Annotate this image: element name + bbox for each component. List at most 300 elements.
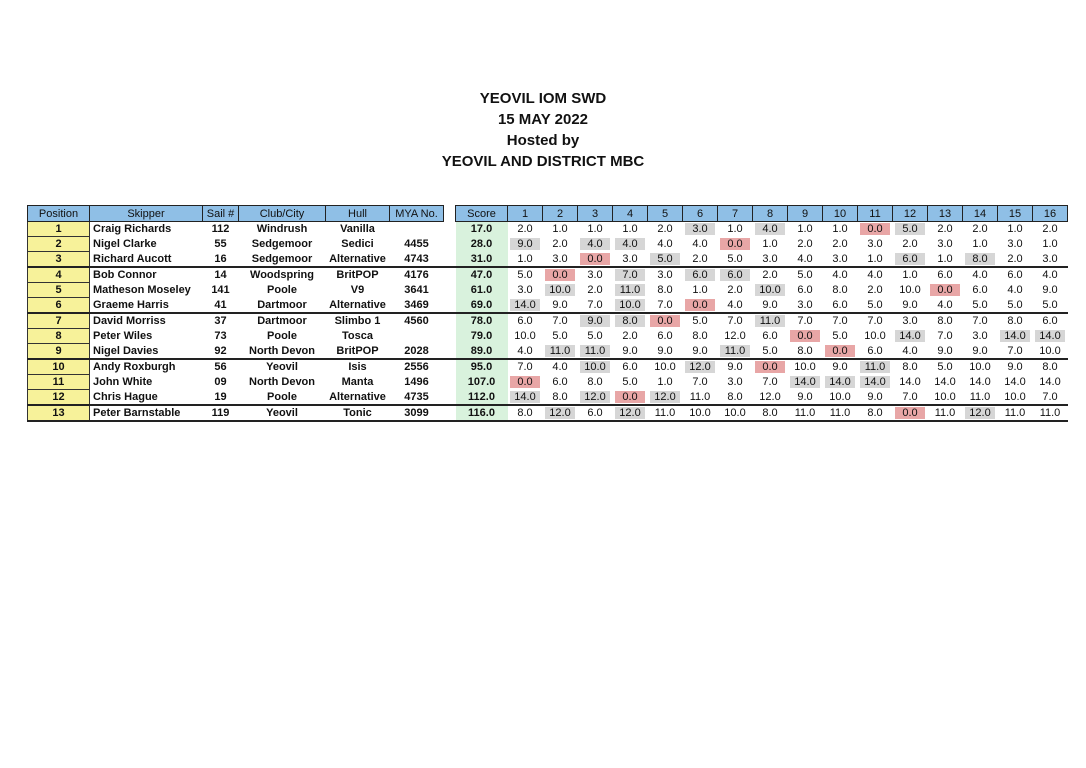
race-cell [578,298,613,314]
race-score: 3.0 [1007,238,1023,250]
race-score: 1.0 [972,238,988,250]
hosted-by-label: Hosted by [506,132,580,149]
race-cell [928,237,963,252]
race-score: 0.0 [720,238,750,250]
club-cell: Sedgemoor [251,252,313,265]
sail-cell: 37 [203,313,239,329]
race-cell [648,222,683,237]
club-cell: Woodspring [239,267,326,283]
race-cell [718,252,753,268]
hull-cell: Isis [326,359,390,375]
race-cell [648,390,683,406]
race-cell [858,313,893,329]
score-cell: 61.0 [456,283,508,298]
race-score: 3.0 [937,238,953,250]
col-skipper: Skipper [90,206,203,222]
race-score: 8.0 [587,376,603,388]
race-score: 1.0 [657,376,673,388]
race-cell [578,313,613,329]
mya-cell: 3099 [390,405,444,421]
race-cell [823,283,858,298]
race-cell [578,359,613,375]
sail-cell: 09 [214,376,227,388]
club-cell: Dartmoor [239,313,326,329]
col-race-4: 4 [613,206,648,222]
skipper-cell: Peter Wiles [93,330,153,342]
race-cell [508,237,543,252]
race-cell [1033,298,1068,314]
race-score: 12.0 [545,407,575,419]
race-score: 11.0 [720,345,750,357]
score-cell: 79.0 [456,329,508,344]
gap-cell [444,344,456,360]
gap-cell [444,252,456,268]
race-score: 14.0 [860,376,890,388]
race-cell [508,313,543,329]
club-cell: Dartmoor [257,298,307,311]
race-cell [718,283,753,298]
race-score: 3.0 [517,284,533,296]
race-cell [543,329,578,344]
race-score: 3.0 [622,252,638,265]
sail-cell: 73 [214,330,227,342]
race-cell [963,237,998,252]
race-cell [648,375,683,390]
results-body [28,222,1068,422]
race-score: 9.0 [727,361,743,374]
race-cell [578,405,613,421]
race-score: 14.0 [510,391,540,403]
race-score: 6.0 [517,315,533,328]
race-score: 6.0 [762,330,778,342]
race-cell [788,222,823,237]
race-score: 2.0 [1042,223,1058,236]
race-cell [788,313,823,329]
race-cell [683,222,718,237]
hull-cell: BritPOP [336,344,379,357]
hull-cell: V9 [350,284,365,296]
race-cell [1033,252,1068,268]
table-row [28,298,1068,314]
race-score: 9.0 [692,344,708,357]
position-cell: 2 [28,237,90,252]
race-score: 8.0 [657,284,673,296]
race-cell [858,390,893,406]
sail-cell: 41 [214,298,227,311]
race-score: 12.0 [615,407,645,419]
race-score: 3.0 [1042,252,1058,265]
skipper-cell: Matheson Moseley [93,284,191,296]
race-cell [823,375,858,390]
race-cell [928,283,963,298]
race-cell [823,329,858,344]
club-cell: Yeovil [239,359,326,375]
race-cell [928,405,963,421]
race-score: 5.0 [552,330,568,342]
race-cell [718,329,753,344]
club-cell: Poole [267,390,297,403]
race-cell [1033,267,1068,283]
race-cell [788,344,823,360]
race-cell [578,252,613,268]
race-score: 9.0 [937,344,953,357]
hull-cell: Alternative [329,298,386,311]
race-score: 5.0 [762,344,778,357]
race-score: 8.0 [965,253,995,265]
race-score: 9.0 [510,238,540,250]
race-score: 7.0 [1042,390,1058,403]
race-score: 1.0 [832,223,848,236]
race-score: 7.0 [832,315,848,328]
race-score: 3.0 [972,330,988,342]
race-cell [1033,405,1068,421]
position-cell: 11 [28,375,90,390]
race-score: 10.0 [615,299,645,311]
position-cell: 10 [28,359,90,375]
race-score: 0.0 [545,269,575,281]
race-score: 8.0 [902,361,918,374]
race-score: 4.0 [727,298,743,311]
race-cell [998,298,1033,314]
race-cell [893,344,928,360]
col-hull: Hull [326,206,390,222]
race-score: 4.0 [580,238,610,250]
table-row [28,237,1068,252]
race-cell [1033,237,1068,252]
race-score: 6.0 [972,284,988,296]
race-cell [1033,313,1068,329]
mya-cell: 4176 [390,267,444,283]
race-score: 2.0 [622,330,638,342]
race-cell [963,344,998,360]
race-cell [578,237,613,252]
race-cell [718,298,753,314]
race-score: 10.0 [1039,344,1061,357]
race-score: 14.0 [510,299,540,311]
race-score: 1.0 [797,223,813,236]
race-score: 11.0 [829,407,851,419]
race-cell [963,375,998,390]
col-score: Score [456,206,508,222]
race-score: 0.0 [650,315,680,327]
race-cell [788,329,823,344]
race-cell [683,405,718,421]
race-cell [788,405,823,421]
race-cell [963,390,998,406]
race-cell [683,329,718,344]
mya-cell [390,329,444,344]
race-score: 7.0 [552,315,568,328]
position-cell: 12 [28,390,90,406]
position-cell: 9 [28,344,90,360]
race-cell [858,405,893,421]
col-gap [444,206,456,222]
race-score: 8.0 [1007,315,1023,328]
race-score: 2.0 [867,284,883,296]
race-cell [893,237,928,252]
race-cell [823,390,858,406]
score-cell: 28.0 [456,237,508,252]
race-score: 8.0 [867,407,883,419]
race-score: 6.0 [797,284,813,296]
race-cell [578,267,613,283]
club-cell: Windrush [256,223,308,236]
race-score: 11.0 [654,407,676,419]
mya-cell: 3641 [404,284,429,296]
race-cell [683,237,718,252]
race-cell [823,252,858,268]
race-cell [753,359,788,375]
race-cell [963,267,998,283]
club-cell: North Devon [249,376,315,388]
table-row [28,252,1068,268]
race-cell [788,252,823,268]
gap-cell [444,390,456,406]
skipper-cell: Craig Richards [93,223,172,236]
race-score: 4.0 [902,344,918,357]
race-cell [998,390,1033,406]
race-score: 7.0 [797,315,813,328]
skipper-cell: Nigel Davies [93,344,159,357]
race-cell [753,267,788,283]
race-cell [998,237,1033,252]
race-score: 10.0 [545,284,575,296]
race-cell [648,298,683,314]
race-cell [998,283,1033,298]
race-score: 11.0 [860,361,890,373]
race-cell [823,313,858,329]
col-race-7: 7 [718,206,753,222]
race-cell [893,359,928,375]
race-cell [788,283,823,298]
race-score: 5.0 [797,269,813,282]
race-cell [928,375,963,390]
race-score: 1.0 [692,284,708,296]
race-cell [788,375,823,390]
score-cell: 95.0 [456,359,508,375]
sail-cell: 14 [203,267,239,283]
race-score: 10.0 [1004,390,1026,403]
position-cell: 13 [28,405,90,421]
race-cell [823,237,858,252]
race-score: 5.0 [972,298,988,311]
race-cell [858,375,893,390]
race-cell [718,267,753,283]
race-score: 1.0 [727,223,743,236]
race-score: 2.0 [692,252,708,265]
race-score: 9.0 [902,298,918,311]
position-cell: 3 [28,252,90,268]
race-score: 10.0 [580,361,610,373]
race-cell [753,222,788,237]
hull-cell: Sedici [341,238,374,250]
race-cell [963,405,998,421]
score-cell: 31.0 [456,252,508,268]
race-cell [788,237,823,252]
race-score: 5.0 [867,298,883,311]
race-score: 2.0 [762,269,778,282]
mya-cell: 4743 [404,252,429,265]
race-cell [718,313,753,329]
club-cell: Yeovil [239,405,326,421]
skipper-cell: David Morriss [90,313,203,329]
hull-cell: BritPOP [326,267,390,283]
race-score: 8.0 [552,390,568,403]
race-cell [788,359,823,375]
race-score: 12.0 [685,361,715,373]
skipper-cell: Graeme Harris [93,298,169,311]
race-score: 11.0 [969,390,991,403]
race-score: 3.0 [797,298,813,311]
race-score: 1.0 [622,223,638,236]
mya-cell: 4560 [390,313,444,329]
race-score: 10.0 [654,361,676,374]
race-score: 4.0 [1042,269,1058,282]
race-score: 1.0 [587,223,603,236]
table-row [28,405,1068,421]
race-score: 8.0 [517,407,533,419]
mya-cell: 3469 [404,298,429,311]
race-cell [683,252,718,268]
race-cell [928,390,963,406]
race-score: 10.0 [755,284,785,296]
race-score: 11.0 [755,315,785,327]
race-score: 14.0 [1039,376,1061,388]
race-cell [788,298,823,314]
race-cell [753,298,788,314]
race-score: 8.0 [692,330,708,342]
results-title [0,88,1086,172]
race-cell [1033,222,1068,237]
col-position: Position [28,206,90,222]
race-cell [928,344,963,360]
race-score: 4.0 [692,238,708,250]
race-cell [508,222,543,237]
race-cell [1033,329,1068,344]
race-cell [998,405,1033,421]
race-cell [963,359,998,375]
race-score: 7.0 [972,315,988,328]
race-score: 2.0 [552,238,568,250]
race-cell [578,222,613,237]
race-score: 7.0 [902,390,918,403]
race-cell [718,237,753,252]
race-score: 10.0 [969,361,991,374]
race-cell [543,390,578,406]
race-cell [998,344,1033,360]
table-row [28,359,1068,375]
col-race-11: 11 [858,206,893,222]
race-score: 0.0 [685,299,715,311]
race-score: 2.0 [517,223,533,236]
race-cell [648,405,683,421]
race-score: 6.0 [587,407,603,419]
score-cell: 69.0 [456,298,508,314]
race-cell [893,375,928,390]
race-score: 0.0 [755,361,785,373]
race-cell [823,344,858,360]
skipper-cell: Richard Aucott [93,252,172,265]
race-cell [578,390,613,406]
header-row [28,206,1068,222]
race-score: 2.0 [797,238,813,250]
race-score: 9.0 [832,361,848,374]
mya-cell: 1496 [404,376,429,388]
position-cell: 8 [28,329,90,344]
col-race-13: 13 [928,206,963,222]
race-score: 12.0 [759,390,781,403]
race-score: 4.0 [755,223,785,235]
score-cell: 107.0 [456,375,508,390]
race-cell [648,359,683,375]
col-race-14: 14 [963,206,998,222]
race-cell [718,359,753,375]
race-cell [508,329,543,344]
race-score: 4.0 [937,298,953,311]
col-race-5: 5 [648,206,683,222]
race-cell [893,313,928,329]
hull-cell: Alternative [329,252,386,265]
race-score: 6.0 [832,298,848,311]
race-score: 1.0 [517,252,533,265]
position-cell: 4 [28,267,90,283]
race-score: 9.0 [867,390,883,403]
race-score: 5.0 [937,361,953,374]
race-score: 9.0 [762,298,778,311]
race-cell [613,283,648,298]
race-score: 0.0 [580,253,610,265]
race-score: 14.0 [1035,330,1065,342]
sail-cell: 112 [211,223,230,236]
race-score: 1.0 [902,269,918,282]
hull-cell: Tosca [342,330,373,342]
race-cell [613,390,648,406]
position-cell: 1 [28,222,90,237]
race-score: 3.0 [762,252,778,265]
race-score: 5.0 [650,253,680,265]
race-score: 4.0 [832,269,848,282]
gap-cell [444,237,456,252]
race-cell [718,405,753,421]
race-score: 6.0 [720,269,750,281]
race-cell [858,344,893,360]
race-score: 6.0 [895,253,925,265]
race-score: 9.0 [797,390,813,403]
race-score: 6.0 [1042,315,1058,328]
table-row [28,222,1068,237]
race-score: 14.0 [969,376,991,388]
col-race-2: 2 [543,206,578,222]
race-cell [788,390,823,406]
race-score: 4.0 [797,252,813,265]
race-cell [683,283,718,298]
race-cell [613,344,648,360]
race-score: 14.0 [895,330,925,342]
club-cell: Poole [267,330,297,342]
sail-cell: 119 [203,405,239,421]
race-cell [858,237,893,252]
gap-cell [444,375,456,390]
race-cell [683,313,718,329]
race-cell [613,359,648,375]
race-score: 7.0 [1007,344,1023,357]
race-cell [963,298,998,314]
race-cell [1033,375,1068,390]
race-score: 2.0 [1007,252,1023,265]
race-cell [893,405,928,421]
col-race-12: 12 [893,206,928,222]
race-cell [613,313,648,329]
